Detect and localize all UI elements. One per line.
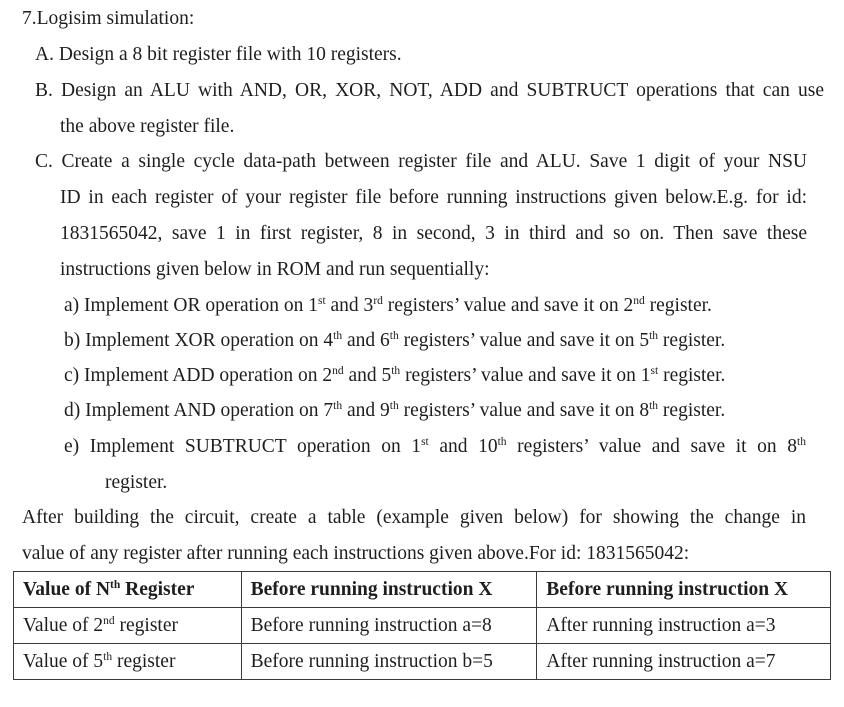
- part-c-line4: instructions given below in ROM and run sequentially:: [60, 259, 490, 280]
- table-header-row: [14, 572, 831, 608]
- cell-register: Value of 5th register: [14, 644, 242, 680]
- table-row: [14, 608, 831, 644]
- part-a-label: A.: [35, 44, 54, 65]
- cell-before: Before running instruction a=8: [241, 608, 537, 644]
- register-change-table: [13, 571, 831, 680]
- part-a-text: Design a 8 bit register file with 10 registers.: [58, 44, 402, 65]
- section-heading: 7.Logisim simulation:: [22, 8, 195, 29]
- task-e-continued: register.: [105, 472, 168, 493]
- part-b-line2: the above register file.: [60, 116, 235, 137]
- part-b-line1: B. Design an ALU with AND, OR, XOR, NOT, ADD and SUBTRUCT operations that can use: [35, 80, 824, 101]
- header-register: Value of $N^{th}$ Register: [14, 572, 242, 608]
- task-e: e) Implement SUBTRUCT operation on 1st and 10th registers’ value and save it on 8th: [64, 436, 806, 457]
- task-a: a) Implement OR operation on 1st and 3rd registers’ value and save it on 2nd register.: [64, 295, 712, 316]
- part-c-line3: 1831565042, save 1 in first register, 8 in second, 3 in third and so on. Then save these: [60, 223, 807, 244]
- part-b-label: B.: [35, 80, 53, 101]
- task-d: d) Implement AND operation on 7th and 9th registers’ value and save it on 8th register.: [64, 400, 726, 421]
- task-b: b) Implement XOR operation on 4th and 6th registers’ value and save it on 5th register.: [64, 330, 726, 351]
- header-after: Before running instruction X: [537, 572, 831, 608]
- task-c: c) Implement ADD operation on 2nd and 5th registers’ value and save it on 1st register.: [64, 365, 726, 386]
- table-row: [14, 644, 831, 680]
- cell-before: Before running instruction b=5: [241, 644, 537, 680]
- after-paragraph-line2: value of any register after running each instructions given above.For id: 1831565042:: [22, 543, 690, 564]
- part-c-line2: ID in each register of your register file before running instructions given below.E.g. for id:: [60, 187, 807, 208]
- cell-register: Value of 2nd register: [14, 608, 242, 644]
- after-paragraph-line1: After building the circuit, create a table (example given below) for showing the change in: [22, 507, 806, 528]
- part-a: [35, 43, 402, 67]
- cell-after: After running instruction a=7: [537, 644, 831, 680]
- part-c-line1: C. Create a single cycle data-path between register file and ALU. Save 1 digit of your NSU: [35, 151, 807, 172]
- header-before: Before running instruction X: [241, 572, 537, 608]
- part-c-label: C.: [35, 151, 53, 172]
- cell-after: After running instruction a=3: [537, 608, 831, 644]
